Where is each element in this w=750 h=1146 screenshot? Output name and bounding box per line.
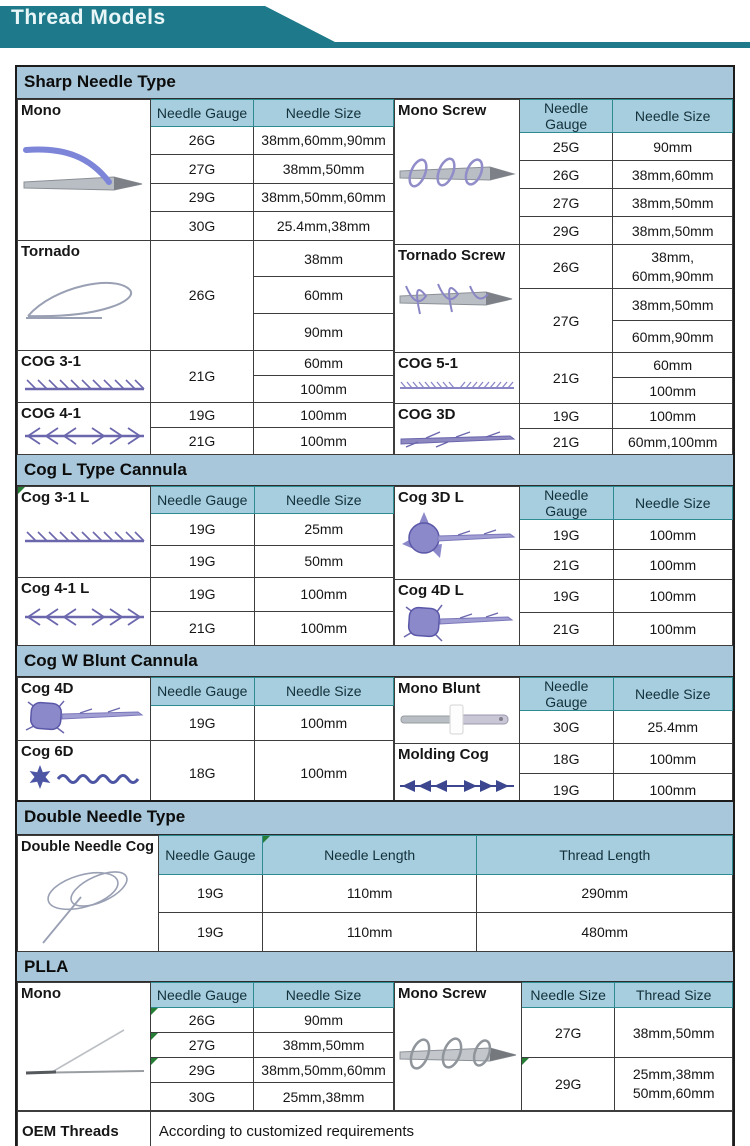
size-cell	[615, 1058, 733, 1111]
gauge-cell: 27G	[150, 155, 253, 184]
product-label-cog31	[18, 350, 151, 402]
gauge-cell: 26G	[150, 126, 253, 155]
gauge-cell: 19G	[150, 402, 253, 428]
section-title-double: Double Needle Type	[17, 802, 733, 835]
cog51-thread-image	[398, 373, 516, 393]
gauge-value: 27G	[188, 1037, 216, 1053]
gauge-cell: 30G	[519, 711, 613, 744]
product-label: Cog 3D L	[397, 489, 464, 506]
size-cell: 60mm	[254, 277, 394, 314]
product-label: Cog 3-1 L	[21, 489, 90, 506]
gauge-cell: 21G	[150, 350, 253, 402]
size-cell: 100mm	[613, 520, 732, 550]
product-label-cog4dl	[394, 580, 519, 646]
mono-blunt-image	[398, 699, 516, 739]
size-cell: 100mm	[613, 378, 733, 404]
gauge-cell: 19G	[150, 577, 254, 611]
column-header: Needle Length	[324, 846, 416, 863]
column-header: Needle Size	[254, 983, 394, 1008]
size-cell: 100mm	[254, 740, 393, 805]
cogw-section	[17, 677, 733, 806]
gauge-cell	[521, 1058, 614, 1111]
column-header: Needle Size	[613, 678, 732, 711]
size-cell: 38mm,50mm,60mm	[254, 1058, 394, 1083]
gauge-cell	[150, 1033, 253, 1058]
size-cell: 38mm,50mm	[613, 217, 733, 245]
plla-mono-screw-image	[398, 1018, 518, 1092]
page-title: Thread Models	[11, 6, 166, 29]
column-header: Needle Size	[521, 983, 614, 1008]
column-header: Needle Gauge	[150, 678, 254, 706]
product-label-cog51	[394, 353, 519, 404]
thread-length-cell: 480mm	[477, 913, 733, 952]
double-needle-cog-image	[23, 857, 153, 949]
gauge-value: 26G	[188, 1012, 216, 1028]
column-header: Needle Gauge	[519, 487, 613, 520]
cog41-thread-image	[22, 424, 146, 448]
gauge-value: 29G	[188, 1062, 216, 1078]
needle-length-cell: 110mm	[262, 874, 477, 913]
product-label-mono	[18, 100, 151, 241]
size-cell: 38mm,50mm	[254, 155, 394, 184]
size-cell: 25mm,38mm	[254, 1083, 394, 1111]
cog4d-thread-image	[22, 697, 146, 735]
product-label: COG 3D	[397, 406, 456, 423]
product-label: Mono Screw	[397, 102, 487, 119]
size-cell: 100mm	[613, 580, 732, 613]
column-header: Needle Size	[613, 100, 733, 133]
gauge-cell: 27G	[519, 189, 612, 217]
gauge-cell: 21G	[519, 550, 613, 580]
column-header: Needle Gauge	[150, 983, 253, 1008]
product-label: Double Needle Cog	[21, 839, 154, 855]
cogl-left-table	[17, 486, 394, 646]
size-cell: 38mm,50mm,60mm	[254, 183, 394, 212]
column-header-needle-length	[262, 836, 477, 875]
cogw-right-table	[394, 677, 733, 806]
size-cell	[613, 245, 733, 289]
comment-flag-icon	[263, 836, 270, 843]
size-cell: 100mm	[613, 550, 732, 580]
product-label-cog41l	[18, 577, 151, 645]
gauge-cell: 19G	[150, 705, 254, 740]
mono-screw-thread-image	[398, 145, 516, 205]
size-cell: 90mm	[613, 133, 733, 161]
size-line: 38mm,	[651, 248, 695, 265]
gauge-cell: 26G	[519, 161, 612, 189]
gauge-cell: 19G	[158, 913, 262, 952]
section-title-plla: PLLA	[17, 952, 733, 982]
sharp-section	[17, 99, 733, 455]
gauge-cell: 21G	[519, 353, 612, 404]
gauge-cell: 19G	[150, 545, 254, 577]
size-cell: 38mm,60mm	[613, 161, 733, 189]
product-label: Mono	[21, 985, 61, 1002]
comment-flag-icon	[151, 1008, 158, 1015]
gauge-cell: 19G	[519, 580, 613, 613]
column-header: Needle Size	[613, 487, 732, 520]
oem-table	[17, 1111, 733, 1146]
cogl-right-table	[394, 486, 733, 646]
size-cell: 100mm	[254, 428, 394, 455]
product-label-molding-cog	[394, 744, 519, 806]
product-label-tornado-screw	[394, 245, 519, 353]
size-cell: 100mm	[613, 774, 732, 806]
size-cell: 38mm,50mm	[615, 1008, 733, 1058]
gauge-cell: 27G	[519, 289, 612, 353]
product-label-tornado	[18, 240, 151, 350]
sharp-left-table	[17, 99, 394, 455]
plla-right-table	[394, 982, 733, 1111]
gauge-cell: 26G	[150, 240, 253, 350]
gauge-cell: 30G	[150, 1083, 253, 1111]
cog41l-thread-image	[22, 605, 146, 629]
size-cell: 60mm,90mm	[613, 321, 733, 353]
gauge-cell	[150, 1058, 253, 1083]
size-cell: 100mm	[613, 744, 732, 774]
size-cell: 60mm	[613, 353, 733, 378]
gauge-cell	[150, 1008, 253, 1033]
gauge-cell: 27G	[521, 1008, 614, 1058]
gauge-cell: 19G	[519, 520, 613, 550]
gauge-cell: 19G	[150, 513, 254, 545]
gauge-cell: 18G	[150, 740, 254, 805]
comment-flag-icon	[18, 487, 25, 494]
gauge-cell: 21G	[519, 429, 612, 455]
size-cell: 60mm	[254, 350, 394, 376]
gauge-cell: 19G	[519, 404, 612, 429]
tornado-screw-thread-image	[398, 276, 516, 322]
gauge-cell: 26G	[519, 245, 612, 289]
double-needle-table	[17, 835, 733, 952]
size-cell: 100mm	[254, 705, 393, 740]
molding-cog-image	[398, 773, 516, 799]
size-cell: 90mm	[254, 1008, 394, 1033]
oem-value: According to customized requirements	[150, 1112, 732, 1146]
product-label: Mono Screw	[397, 985, 487, 1002]
size-line: 25mm,38mm	[632, 1066, 715, 1082]
oem-label: OEM Threads	[18, 1112, 151, 1146]
cog31-thread-image	[22, 372, 146, 394]
product-label-cog6d	[18, 740, 151, 805]
product-label-cog3d	[394, 404, 519, 455]
plla-left-table	[17, 982, 394, 1111]
product-label-plla-mono-screw	[394, 983, 521, 1111]
size-cell: 25.4mm	[613, 711, 732, 744]
size-cell: 100mm	[254, 611, 393, 645]
product-label: Mono	[21, 102, 61, 119]
thread-length-cell: 290mm	[477, 874, 733, 913]
comment-flag-icon	[522, 1058, 529, 1065]
size-cell: 38mm	[254, 240, 394, 277]
section-title-sharp: Sharp Needle Type	[17, 67, 733, 99]
size-cell: 90mm	[254, 314, 394, 351]
product-label: Cog 4-1 L	[21, 579, 90, 597]
cogw-left-table	[17, 677, 394, 806]
column-header: Thread Length	[477, 836, 733, 875]
product-label-cog3dl	[394, 487, 519, 580]
product-label: Cog 4D	[21, 680, 74, 697]
column-header: Needle Gauge	[519, 100, 612, 133]
cog3dl-thread-image	[398, 508, 516, 566]
plla-section	[17, 982, 733, 1111]
cog31l-thread-image	[22, 524, 146, 548]
mono-thread-image	[22, 141, 146, 211]
product-label: Molding Cog	[397, 746, 489, 763]
product-label: Cog 4D L	[397, 582, 464, 599]
size-cell: 38mm,50mm	[613, 189, 733, 217]
plla-mono-image	[22, 1016, 146, 1090]
gauge-cell: 29G	[150, 183, 253, 212]
column-header: Needle Size	[254, 100, 394, 127]
product-label: Mono Blunt	[397, 680, 481, 697]
product-label-plla-mono	[18, 983, 151, 1111]
gauge-cell: 21G	[519, 613, 613, 646]
column-header: Needle Gauge	[158, 836, 262, 875]
column-header: Needle Size	[254, 678, 393, 706]
product-label: COG 5-1	[397, 355, 458, 372]
needle-type-table	[15, 65, 735, 808]
sharp-right-table	[394, 99, 733, 455]
comment-flag-icon	[151, 1033, 158, 1040]
size-cell: 100mm	[254, 402, 394, 428]
double-needle-plla-table	[15, 800, 735, 1146]
cogl-section	[17, 486, 733, 646]
size-cell: 100mm	[254, 577, 393, 611]
gauge-cell: 21G	[150, 428, 253, 455]
product-label: COG 3-1	[21, 352, 82, 370]
section-title-cogw: Cog W Blunt Cannula	[17, 646, 733, 677]
size-cell: 38mm,60mm,90mm	[254, 126, 394, 155]
gauge-cell: 21G	[150, 611, 254, 645]
column-header: Needle Gauge	[150, 100, 253, 127]
gauge-cell: 19G	[158, 874, 262, 913]
product-label-cog4d	[18, 678, 151, 741]
section-title-cogl: Cog L Type Cannula	[17, 455, 733, 486]
gauge-cell: 25G	[519, 133, 612, 161]
size-cell: 100mm	[613, 404, 733, 429]
gauge-cell: 29G	[519, 217, 612, 245]
product-label-double-needle-cog	[18, 836, 159, 952]
gauge-cell: 18G	[519, 744, 613, 774]
size-cell: 25mm	[254, 513, 393, 545]
product-label-mono-screw	[394, 100, 519, 245]
product-label-cog41	[18, 402, 151, 454]
size-cell: 60mm,100mm	[613, 429, 733, 455]
size-cell: 25.4mm,38mm	[254, 212, 394, 241]
size-cell: 100mm	[254, 376, 394, 403]
column-header: Needle Gauge	[150, 487, 254, 514]
cog6d-thread-image	[22, 763, 146, 795]
comment-flag-icon	[151, 1058, 158, 1065]
column-header: Needle Size	[254, 487, 393, 514]
product-label: Tornado Screw	[397, 247, 506, 264]
product-label: Cog 6D	[21, 742, 74, 760]
product-label-mono-blunt	[394, 678, 519, 744]
gauge-cell: 30G	[150, 212, 253, 241]
size-cell: 38mm,50mm	[254, 1033, 394, 1058]
product-label: COG 4-1	[21, 404, 82, 422]
tornado-thread-image	[24, 268, 144, 330]
size-line: 60mm,90mm	[631, 267, 714, 284]
size-cell: 50mm	[254, 545, 393, 577]
column-header: Needle Gauge	[519, 678, 613, 711]
needle-length-cell: 110mm	[262, 913, 477, 952]
cog3d-thread-image	[398, 426, 516, 450]
cog4dl-thread-image	[398, 599, 516, 643]
size-cell: 38mm,50mm	[613, 289, 733, 321]
gauge-value: 29G	[554, 1076, 582, 1092]
column-header: Thread Size	[615, 983, 733, 1008]
product-label: Tornado	[21, 242, 80, 260]
size-cell: 100mm	[613, 613, 732, 646]
size-line: 50mm,60mm	[632, 1085, 715, 1101]
gauge-cell: 19G	[519, 774, 613, 806]
product-label-cog31l	[18, 487, 151, 578]
